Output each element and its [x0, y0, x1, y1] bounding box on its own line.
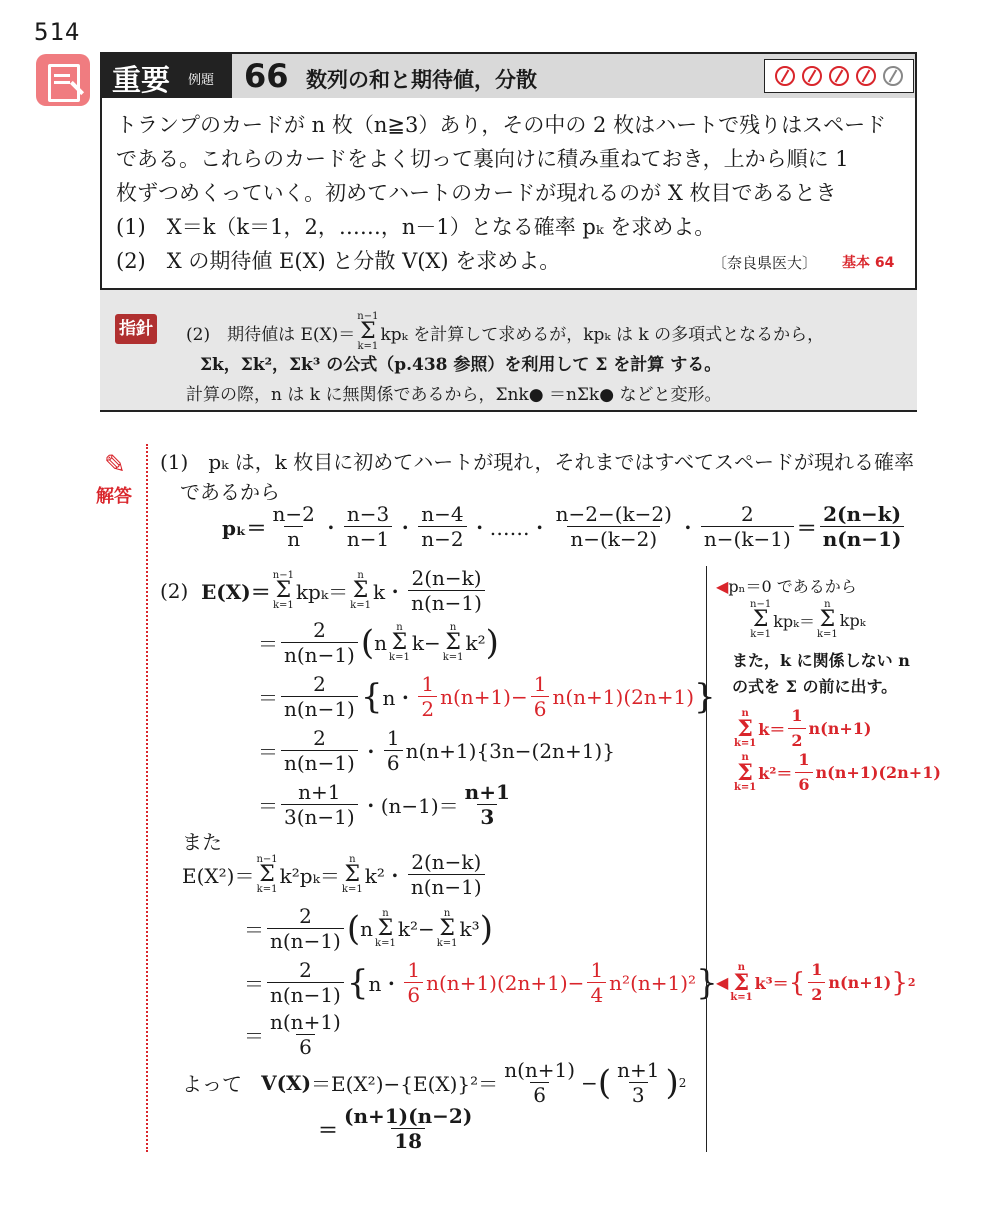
problem-line-2: である。これらのカードをよく切って裏向けに積み重ねておき，上から順に 1 [116, 147, 849, 171]
side-note-1: ◀pₙ＝0 であるから [716, 577, 857, 596]
pencil-icon: ✎ [104, 450, 126, 480]
tag-small-label: 例題 [188, 73, 215, 88]
difficulty-dial-icon [775, 66, 795, 86]
difficulty-dial-icon [802, 66, 822, 86]
side-note-divider [706, 566, 707, 1152]
difficulty-rating [764, 59, 914, 93]
problem-line-3: 枚ずつめくっていく。初めてハートのカードが現れるのが X 枚目であるとき [116, 181, 837, 205]
ex-line-1: (2) E(X)＝ n−1 Σ k=1 kpₖ＝ n Σ k=1 k・ $\frac{2(n-k)}{n(n-1)}$ [160, 566, 488, 615]
answer-divider [146, 444, 148, 1152]
arrow-left-icon: ◀ [716, 973, 729, 992]
basic-reference-link[interactable]: 基本 64 [842, 255, 895, 271]
page-number: 514 [34, 18, 81, 46]
pk-formula: pₖ＝ $\frac{n-2}{n}$ ・ $\frac{n-3}{n-1}$ ・ $\frac{n-4}{n-2}$ ・……・ $\frac{n-2-(k-2)}{n-(k-2)}$ ・ $\frac{2}{n-(k-1)}$ ＝ $\frac{2(n-k)}{n(n-1)}$ [222, 502, 907, 551]
side-note-2: n−1 Σ k=1 kpₖ＝ n Σ k=1 kpₖ [750, 599, 866, 640]
difficulty-dial-empty-icon [883, 66, 903, 86]
ex-line-2: ＝ $\frac{2}{n(n-1)}$ ( n n Σ k=1 k− n Σ k=1 k² ) [258, 618, 499, 667]
side-note-4: の式を Σ の前に出す。 [732, 677, 898, 696]
hint-label: 指針 [115, 314, 157, 344]
vx-line-2: ＝ $\frac{(n+1)(n-2)}{18}$ [318, 1104, 473, 1153]
vx-line-1: よって V(X) ＝E(X²)−{E(X)}²＝ $\frac{n(n+1)}{6}$ − ( $\frac{n+1}{3}$ ) 2 [182, 1058, 687, 1107]
side-formula-sum-k3: ◀ n Σ k=1 k³＝ { $\frac{1}{2}$ n(n+1) } 2 [716, 958, 916, 1007]
example-title: 数列の和と期待値，分散 [306, 68, 537, 92]
answer-1-line-1: (1) pₖ は，k 枚目に初めてハートが現れ，それまではすべてスペードが現れる確率 [160, 450, 915, 474]
problem-line-1: トランプのカードが n 枚（n≧3）あり，その中の 2 枚はハートで残りはスペード [116, 113, 887, 137]
side-formula-sum-k: n Σ k=1 k＝ $\frac{1}{2}$ n(n+1) [732, 704, 871, 753]
tag-label: 重要 [112, 63, 171, 97]
difficulty-dial-icon [829, 66, 849, 86]
arrow-left-icon: ◀ [716, 577, 729, 596]
hint-line-2: Σk，Σk²，Σk³ の公式（p.438 参照）を利用して Σ を計算 する。 [200, 355, 722, 375]
side-note-3: また，k に関係しない n [732, 651, 910, 670]
side-formula-sum-k2: n Σ k=1 k²＝ $\frac{1}{6}$ n(n+1)(2n+1) [732, 748, 941, 797]
ex2-line-1: E(X²)＝ n−1 Σ k=1 k²pₖ＝ n Σ k=1 k²・ $\frac{2(n-k)}{n(n-1)}$ [182, 850, 488, 899]
answer-1-line-2: であるから [180, 480, 280, 504]
sigma-symbol: n−1 Σ k=1 [357, 311, 379, 352]
notebook-icon[interactable] [36, 54, 90, 106]
important-tag [102, 54, 232, 98]
question-2: (2) X の期待値 E(X) と分散 V(X) を求めよ。 [116, 249, 561, 273]
answer-label: 解答 [96, 486, 132, 507]
ex-line-3: ＝ $\frac{2}{n(n-1)}$ { n・ $\frac{1}{2}$ n(n+1)− $\frac{1}{6}$ n(n+1)(2n+1) } [258, 672, 716, 721]
hint-line-1: (2) 期待値は E(X)＝ n−1 Σ k=1 kpₖ を計算して求めるが，kpₖ は k の多項式となるから， [186, 311, 825, 352]
mata-label: また [182, 830, 222, 854]
ex2-line-3: ＝ $\frac{2}{n(n-1)}$ { n・ $\frac{1}{6}$ n(n+1)(2n+1)− $\frac{1}{4}$ n²(n+1)² } [244, 958, 718, 1007]
difficulty-dial-icon [856, 66, 876, 86]
hint-line-3: 計算の際，n は k に無関係であるから，Σnk● ＝nΣk● などと変形。 [186, 385, 722, 405]
question-1: (1) X＝k（k＝1，2，……，n－1）となる確率 pₖ を求めよ。 [116, 215, 716, 239]
ex-line-4: ＝ $\frac{2}{n(n-1)}$ ・ $\frac{1}{6}$ n(n+1){3n−(2n+1)} [258, 726, 615, 775]
example-number: 66 [244, 57, 289, 95]
ex2-line-4: ＝ $\frac{n(n+1)}{6}$ [244, 1010, 341, 1059]
ex2-line-2: ＝ $\frac{2}{n(n-1)}$ ( n n Σ k=1 k² − n Σ k=1 k³ ) [244, 904, 493, 953]
ex-line-5: ＝ $\frac{n+1}{3(n-1)}$ ・(n−1)＝ $\frac{n+1}{3}$ [258, 780, 510, 829]
problem-source: 〔奈良県医大〕 [712, 254, 818, 272]
